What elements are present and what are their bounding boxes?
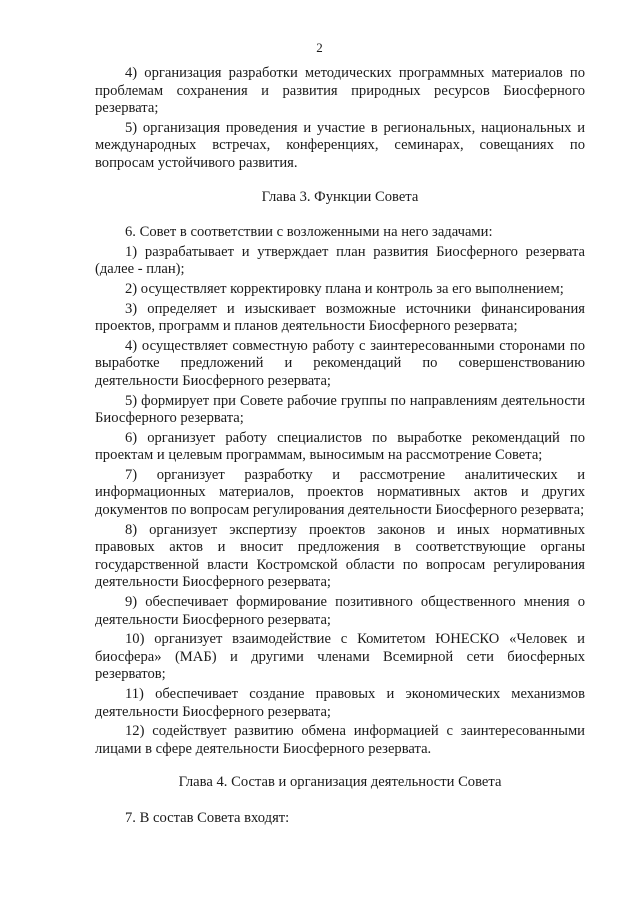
paragraph-item-5: 5) организация проведения и участие в региональных, национальных и международных встречах, конференциях, семинарах, совещаниях по вопросам устойчивого развития. xyxy=(95,119,585,171)
clause-6-intro: 6. Совет в соответствии с возложенными на него задачами: xyxy=(125,224,493,241)
function-item-6: 6) организует работу специалистов по выработке рекомендаций по проектам и целевым программам, выносимым на рассмотрение Совета; xyxy=(95,429,585,464)
chapter-4-heading: Глава 4. Состав и организация деятельности Совета xyxy=(178,774,502,791)
function-item-1: 1) разрабатывает и утверждает план развития Биосферного резервата (далее - план); xyxy=(95,243,585,278)
clause-7-intro: 7. В состав Совета входят: xyxy=(125,809,290,826)
chapter-3-heading: Глава 3. Функции Совета xyxy=(261,188,419,205)
function-item-7: 7) организует разработку и рассмотрение аналитических и информационных материалов, проектов нормативных актов и других документов по вопросам регулирования деятельности Биосферного резервата; xyxy=(95,466,585,519)
function-item-11: 11) обеспечивает создание правовых и экономических механизмов деятельности Биосферного резервата; xyxy=(95,686,585,720)
paragraph-item-4: 4) организация разработки методических программных материалов по проблемам сохранения и развития природных ресурсов Биосферного резервата; xyxy=(95,65,585,117)
function-item-9: 9) обеспечивает формирование позитивного общественного мнения о деятельности Биосферного резервата; xyxy=(95,594,585,628)
function-item-5: 5) формирует при Совете рабочие группы по направлениям деятельности Биосферного резервата; xyxy=(95,392,585,427)
function-item-2: 2) осуществляет корректировку плана и контроль за его выполнением; xyxy=(125,280,564,297)
document-body xyxy=(95,65,585,830)
page-number: 2 xyxy=(316,40,323,55)
function-item-4: 4) осуществляет совместную работу с заинтересованными сторонами по выработке предложений и рекомендаций по совершенствованию деятельности Биосферного резервата; xyxy=(95,337,585,389)
function-item-8: 8) организует экспертизу проектов законов и иных нормативных правовых актов и вносит предложения в соответствующие органы государственной власти Костромской области по вопросам регулирования деятельности Биосферного резервата; xyxy=(95,521,585,591)
function-item-3: 3) определяет и изыскивает возможные источники финансирования проектов, программ и планов деятельности Биосферного резервата; xyxy=(95,300,585,335)
function-item-10: 10) организует взаимодействие с Комитетом ЮНЕСКО «Человек и биосфера» (МАБ) и другими членами Всемирной сети биосферных резерватов; xyxy=(95,631,585,683)
function-item-12: 12) содействует развитию обмена информацией с заинтересованными лицами в сфере деятельности Биосферного резервата. xyxy=(95,723,585,757)
